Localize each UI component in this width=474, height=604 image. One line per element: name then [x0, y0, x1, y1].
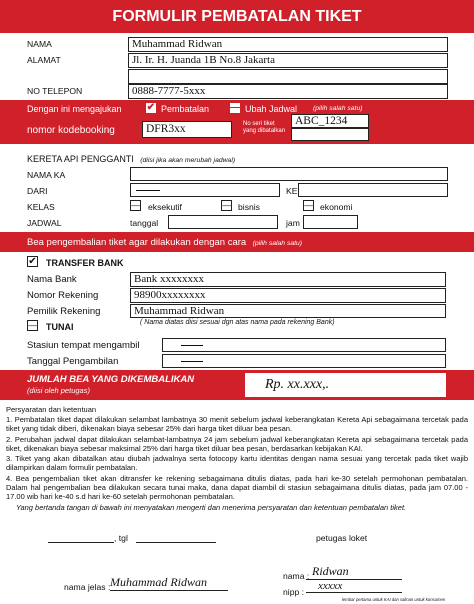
tgl-line — [136, 542, 216, 543]
ekonomi-checkbox[interactable]: — — [304, 200, 313, 210]
jadwal-label: JADWAL — [27, 218, 62, 228]
request-hint: (pilih salah satu) — [313, 105, 363, 112]
transfer-checkbox[interactable]: ✔ — [28, 256, 37, 267]
bank-label: Nama Bank — [27, 274, 77, 285]
change-option-label: Ubah Jadwal — [245, 104, 298, 114]
bank-field[interactable]: Bank xxxxxxxx — [130, 272, 446, 287]
tgl-label: , tgl — [114, 533, 128, 543]
jam-label: jam — [286, 218, 300, 228]
rekening-field[interactable]: 98900xxxxxxxx — [130, 288, 446, 303]
pemilik-note: ( Nama diatas diisi sesuai dgn atas nama pada rekening Bank) — [140, 319, 335, 326]
booking-label: nomor kodebooking — [27, 125, 115, 136]
eksekutif-checkbox[interactable]: — — [131, 200, 140, 210]
seri-field[interactable]: ABC_1234 — [291, 114, 369, 128]
form-title: FORMULIR PEMBATALAN TIKET — [0, 0, 474, 33]
petugas-label: petugas loket — [316, 533, 368, 543]
tunai-checkbox[interactable]: — — [28, 320, 37, 330]
stasiun-field[interactable] — [162, 338, 446, 352]
tunai-label: TUNAI — [46, 322, 74, 332]
replacement-note: (diisi jika akan merubah jadwal) — [140, 157, 236, 164]
replacement-title: KERETA API PENGGANTI — [27, 154, 134, 164]
refund-title: Bea pengembalian tiket agar dilakukan dengan cara — [27, 237, 247, 248]
cancel-checkbox[interactable]: ✔ — [146, 102, 156, 113]
alamat-field-2[interactable] — [128, 69, 448, 84]
nama-ka-field[interactable] — [130, 167, 448, 181]
seri-label — [243, 121, 285, 135]
dari-label: DARI — [27, 186, 48, 196]
term-item-4: 4. Bea pengembalian tiket akan ditransfer ke rekening sebagaimana ditulis diatas, pada hari ke-30 setelah permohonan pembatalan. Dalam hal pengembalian bea dilakukan secara tunai maka, dana dapat diambil di stasiun sebagaimana ditulis diatas, pada jam 07.00 - 17.00 wib hari ke-40 s.d hari ke-60 setelah permohonan pembatalan. — [6, 473, 468, 502]
nama-jelas-value[interactable]: Muhammad Ridwan — [110, 575, 228, 591]
jam-field[interactable] — [303, 215, 358, 229]
alamat-label: ALAMAT — [27, 55, 61, 65]
total-value[interactable]: Rp. xx.xxx,. — [245, 373, 446, 397]
tempat-line — [48, 542, 114, 543]
change-checkbox[interactable]: — — [230, 102, 240, 113]
total-label: JUMLAH BEA YANG DIKEMBALIKAN — [27, 374, 195, 385]
telepon-label: NO TELEPON — [27, 86, 83, 96]
alamat-field[interactable]: Jl. Ir. H. Juanda 1B No.8 Jakarta — [128, 53, 448, 68]
nama-field[interactable]: Muhammad Ridwan — [128, 37, 448, 52]
tanggal-field[interactable] — [168, 215, 278, 229]
pengambilan-field[interactable] — [162, 354, 446, 368]
kelas-label: KELAS — [27, 202, 55, 212]
terms-list — [6, 415, 468, 513]
nama-ka-label: NAMA KA — [27, 170, 66, 180]
term-item-2: 2. Perubahan jadwal dapat dilakukan selambat-lambatnya 24 jam sebelum jadwal keberangkatan Kereta api sebagaimana tercetak pada tiket, dikenakan biaya sebesar maksimal 25% dari harga tiket diluar bea pesan, berdasarkan kebijakan KAI. — [6, 434, 468, 453]
footnote: lembar pertama untuk KAI dan salinan untuk konsumen — [342, 597, 446, 602]
seri-field-2[interactable] — [291, 128, 369, 141]
replacement-header — [27, 154, 235, 164]
total-note: (diisi oleh petugas) — [27, 386, 90, 395]
eksekutif-label: eksekutif — [148, 202, 182, 212]
term-item-1: 1. Pembatalan tiket dapat dilakukan selambat lambatnya 30 menit sebelum jadwal keberangkatan Kereta Api sebagaimana tercetak pada tiket yang tidak diberi, dikenakan biaya sebesar 25% dari harga tiket diluar bea pesan. — [6, 415, 468, 434]
nipp-label: nipp : — [283, 587, 305, 597]
nama-jelas-label: nama jelas : — [64, 582, 111, 592]
stasiun-label: Stasiun tempat mengambil — [27, 340, 140, 351]
seri-label-1: No seri tiket — [243, 121, 275, 127]
petugas-nama-value[interactable]: Ridwan — [306, 564, 402, 580]
bisnis-label: bisnis — [238, 202, 260, 212]
booking-field[interactable]: DFR3xx — [142, 121, 232, 138]
terms-heading: Persyaratan dan ketentuan — [6, 405, 97, 414]
tanggal-label: tanggal — [130, 218, 159, 228]
telepon-field[interactable]: 0888-7777-5xxx — [128, 84, 448, 99]
dari-field[interactable] — [130, 183, 280, 197]
ekonomi-label: ekonomi — [320, 202, 353, 212]
nama-label: NAMA — [27, 39, 52, 49]
ke-label: KE — [286, 186, 298, 196]
petugas-nama-label: nama : — [283, 571, 310, 581]
terms-closing: Yang bertanda tangan di bawah ini menyatakan mengerti dan menerima persyaratan dan ketentuan pembatalan tiket. — [16, 502, 407, 512]
seri-label-2: yang dibatalkan — [243, 128, 286, 134]
pemilik-field[interactable]: Muhammad Ridwan — [130, 304, 446, 318]
nipp-value[interactable]: xxxxx — [306, 580, 402, 593]
term-item-3: 3. Tiket yang akan dibatalkan atau diubah jadwalnya serta fotocopy kartu identitas dengan nama sesuai yang tercetak pada tiket wajib dilampirkan dalam formulir pembatalan. — [6, 454, 468, 473]
refund-band — [0, 232, 474, 252]
transfer-label: TRANSFER BANK — [46, 258, 124, 268]
ke-field[interactable] — [298, 183, 448, 197]
bisnis-checkbox[interactable]: — — [222, 200, 231, 210]
rekening-label: Nomor Rekening — [27, 290, 99, 301]
pemilik-label: Pemilik Rekening — [27, 306, 101, 317]
cancel-option-label: Pembatalan — [161, 104, 210, 114]
pengambilan-label: Tanggal Pengambilan — [27, 356, 119, 367]
request-label: Dengan ini mengajukan — [27, 104, 122, 114]
refund-hint: (pilih salah satu) — [252, 240, 303, 247]
